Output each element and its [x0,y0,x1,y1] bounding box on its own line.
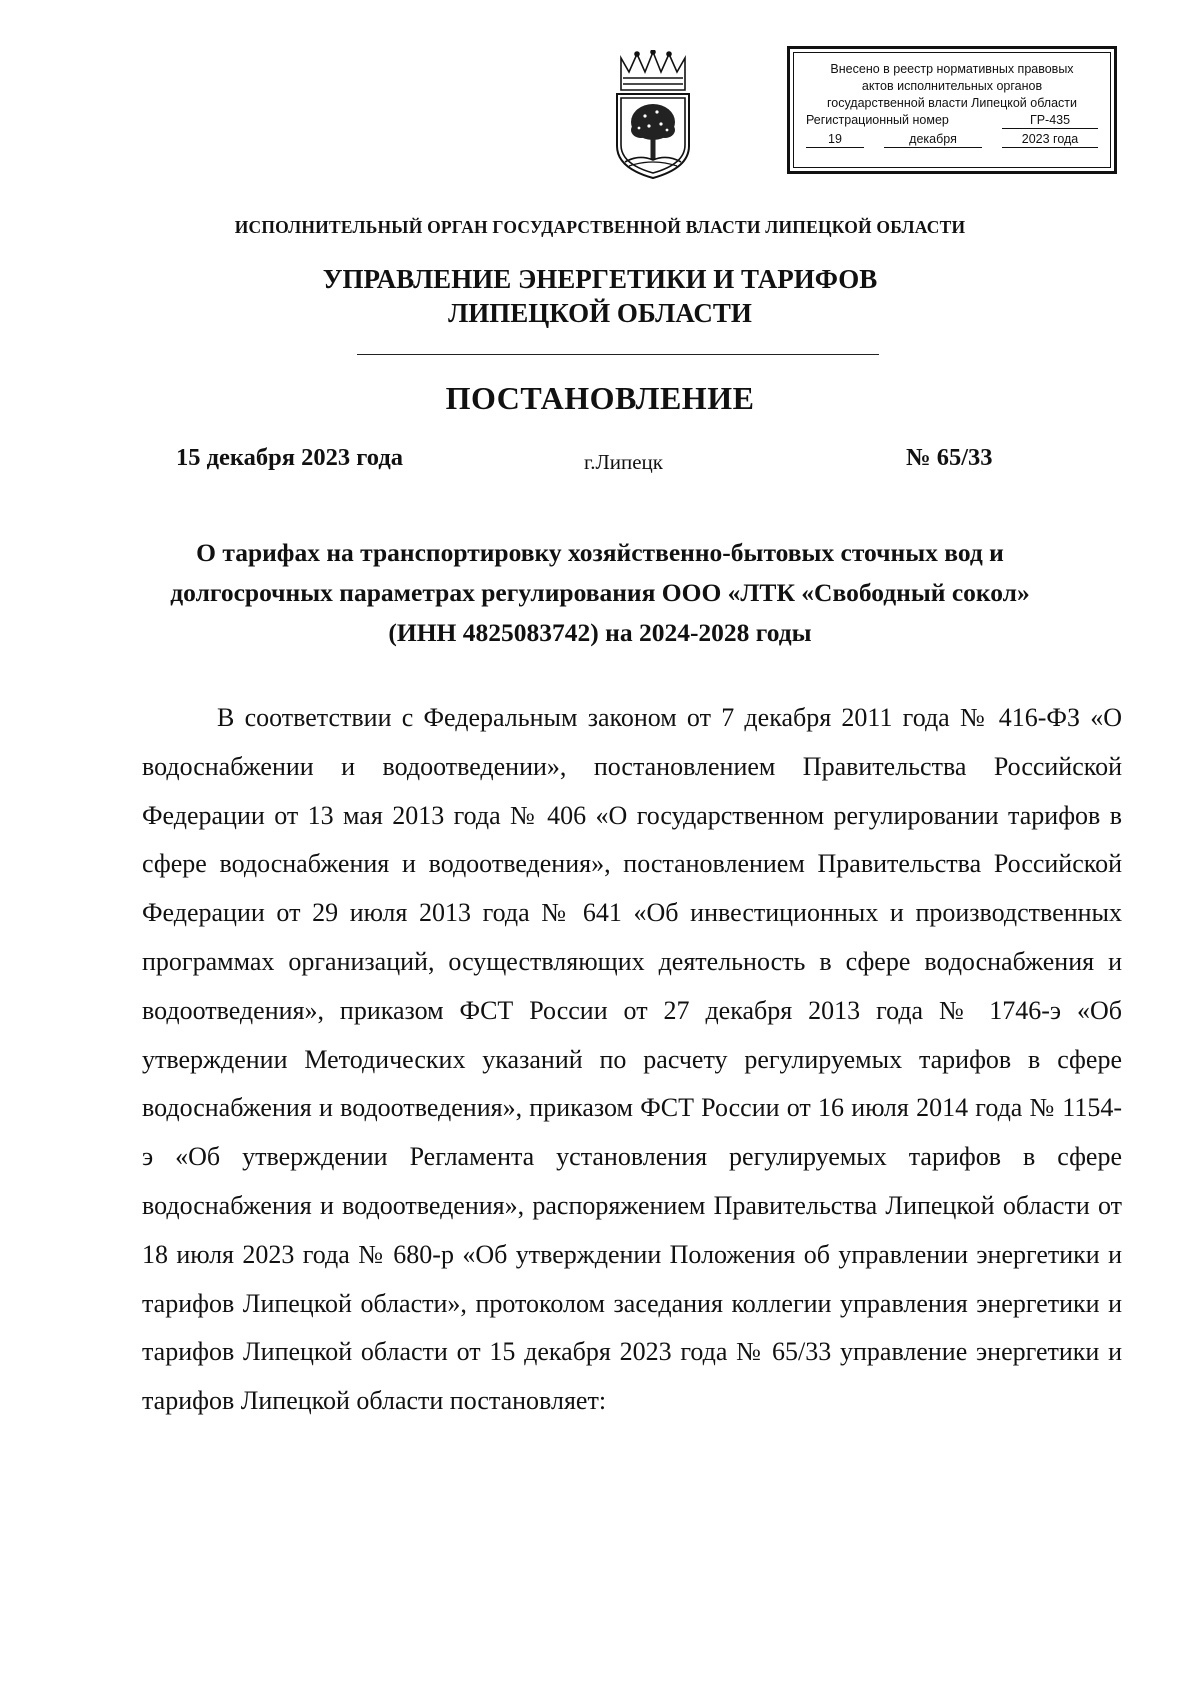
header-divider [357,354,879,355]
stamp-line: Внесено в реестр нормативных правовых [830,62,1074,76]
document-subject [120,533,1080,653]
document-number: № 65/33 [906,444,993,471]
department-title [0,262,1200,330]
stamp-line: актов исполнительных органов [861,79,1043,93]
subject-line: О тарифах на транспортировку хозяйственно-бытовых сточных вод и [196,538,1004,567]
department-title-line: УПРАВЛЕНИЕ ЭНЕРГЕТИКИ И ТАРИФОВ [322,264,878,294]
department-title-line: ЛИПЕЦКОЙ ОБЛАСТИ [448,298,752,328]
authority-title: ИСПОЛНИТЕЛЬНЫЙ ОРГАН ГОСУДАРСТВЕННОЙ ВЛАСТИ ЛИПЕЦКОЙ ОБЛАСТИ [234,217,966,237]
subject-line: долгосрочных параметрах регулирования ООО «ЛТК «Свободный сокол» [170,578,1030,607]
stamp-registration-row [794,112,1110,129]
stamp-month: декабря [884,131,982,148]
stamp-date-row [794,131,1110,148]
preamble-paragraph: В соответствии с Федеральным законом от 7 декабря 2011 года № 416-ФЗ «О водоснабжении и водоотведении», постановлением Правительства Российской Федерации от 13 мая 2013 года № 406 «О государственном регулировании тарифов в сфере водоснабжения и водоотведения», постановлением Правительства Российской Федерации от 29 июля 2013 года № 641 «Об инвестиционных и производственных программах организаций, осуществляющих деятельность в сфере водоснабжения и водоотведения», приказом ФСТ России от 27 декабря 2013 года № 1746-э «Об утверждении Методических указаний по расчету регулируемых тарифов в сфере водоснабжения и водоотведения», приказом ФСТ России от 16 июля 2014 года № 1154-э «Об утверждении Регламента установления регулируемых тарифов в сфере водоснабжения и водоотведения», распоряжением Правительства Липецкой области от 18 июля 2023 года № 680-р «Об утверждении Положения об управлении энергетики и тарифов Липецкой области», протоколом заседания коллегии управления энергетики и тарифов Липецкой области от 15 декабря 2023 года № 65/33 управление энергетики и тарифов Липецкой области постановляет: [142,703,1122,1416]
stamp-year: 2023 года [1002,131,1098,148]
stamp-reg-label: Регистрационный номер [806,113,949,127]
stamp-reg-number: ГР-435 [1002,112,1098,129]
subject-line: (ИНН 4825083742) на 2024-2028 годы [388,618,812,647]
coat-of-arms-icon [611,50,695,182]
stamp-line: государственной власти Липецкой области [826,96,1078,110]
document-city: г.Липецк [584,450,663,474]
document-date: 15 декабря 2023 года [176,444,403,471]
registry-stamp [787,46,1117,174]
stamp-day: 19 [806,131,864,148]
document-type: ПОСТАНОВЛЕНИЕ [445,380,755,416]
